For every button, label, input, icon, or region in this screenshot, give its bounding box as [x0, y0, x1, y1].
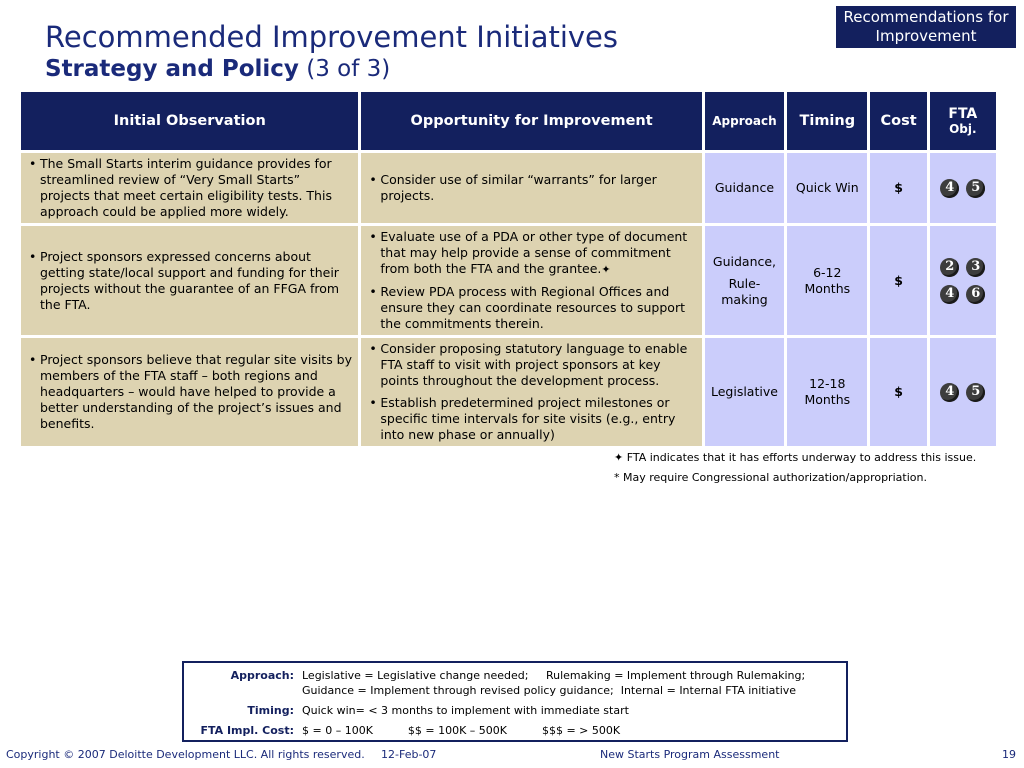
footer-copyright: Copyright © 2007 Deloitte Development LLC. All rights reserved.: [6, 748, 365, 761]
table-row: [21, 338, 996, 446]
observation-cell: [21, 226, 358, 335]
opportunity-cell: [361, 338, 701, 446]
legend-table: [190, 667, 809, 742]
opportunity-text: [380, 229, 696, 278]
legend-row: [190, 702, 809, 722]
legend-timing-label: Timing:: [247, 704, 294, 717]
opportunity-cell: [361, 153, 701, 223]
legend-approach-line: Legislative = Legislative change needed; Rulemaking = Implement through Rulemaking;: [302, 669, 806, 682]
observation-text: • Project sponsors expressed concerns about getting state/local support and funding for their projects without the guarantee of an FFGA from the FTA.: [40, 249, 353, 313]
cost-cell: $: [870, 226, 926, 335]
objectives-cell: [930, 338, 996, 446]
objectives-cell: [930, 153, 996, 223]
legend-cost-text: $ = 0 – 100K $$ = 100K – 500K $$$ = > 500K: [302, 724, 621, 737]
approach-cell: Guidance: [705, 153, 784, 223]
approach-line: Guidance,: [712, 253, 777, 269]
subtitle-bold: Strategy and Policy: [45, 56, 299, 82]
header-fta-obj: [930, 92, 996, 150]
four-point-star-icon: ✦: [601, 263, 611, 276]
approach-cell: [705, 226, 784, 335]
opportunity-text: • Consider use of similar “warrants” for larger projects.: [380, 172, 696, 204]
page-subtitle: [45, 56, 390, 82]
objective-badge-icon: 5: [966, 383, 985, 402]
header-approach: Approach: [705, 92, 784, 150]
opportunity-cell: [361, 226, 701, 335]
cost-cell: $: [870, 338, 926, 446]
subtitle-part: (3 of 3): [306, 56, 391, 82]
footer-page-number: 19: [1002, 748, 1016, 761]
page-title: Recommended Improvement Initiatives: [45, 20, 619, 54]
timing-cell: 6-12 Months: [787, 226, 867, 335]
objective-badge-icon: 2: [940, 258, 959, 277]
footer-program: New Starts Program Assessment: [600, 748, 780, 761]
legend-cost-label: FTA Impl. Cost:: [200, 724, 294, 737]
four-point-star-icon: ✦: [614, 451, 624, 464]
legend-box: [182, 661, 848, 742]
timing-cell: Quick Win: [787, 153, 867, 223]
header-fta-obj-line1: FTA: [948, 106, 978, 122]
footer-date: 12-Feb-07: [381, 748, 437, 761]
opportunity-text-part: Evaluate use of a PDA or other type of document that may help provide a sense of commitment from both the FTA and the grantee.: [380, 229, 688, 276]
legend-row: [190, 722, 809, 742]
legend-row: [190, 667, 809, 702]
opportunity-text: • Review PDA process with Regional Offices and ensure they can coordinate resources to support the commitments therein.: [380, 284, 696, 332]
footnote-fta-text: FTA indicates that it has efforts underway to address this issue.: [626, 451, 977, 464]
objectives-cell: [930, 226, 996, 335]
initiatives-table: [18, 89, 999, 449]
header-opportunity: Opportunity for Improvement: [361, 92, 701, 150]
table-header-row: [21, 92, 996, 150]
legend-approach-line: Guidance = Implement through revised policy guidance; Internal = Internal FTA initiative: [302, 684, 797, 697]
observation-text: • Project sponsors believe that regular site visits by members of the FTA staff – both regions and headquarters – would have helped to provide a better understanding of the project’s issues and benefits.: [40, 352, 353, 432]
approach-cell: Legislative: [705, 338, 784, 446]
header-timing: Timing: [787, 92, 867, 150]
legend-approach-label: Approach:: [230, 669, 294, 682]
objective-badge-icon: 5: [966, 179, 985, 198]
opportunity-text: • Establish predetermined project milestones or specific time intervals for site visits (e.g., entry into new phase or annually): [380, 395, 696, 443]
observation-cell: [21, 153, 358, 223]
header-fta-obj-line2: Obj.: [949, 122, 977, 136]
objective-badge-icon: 6: [966, 285, 985, 304]
legend-approach-text: [298, 667, 809, 702]
timing-cell: 12-18 Months: [787, 338, 867, 446]
table-row: [21, 153, 996, 223]
objective-badge-icon: 4: [940, 285, 959, 304]
footnote-fta: [614, 451, 976, 464]
observation-text: • The Small Starts interim guidance provides for streamlined review of “Very Small Starts” projects that meet certain eligibility tests. This approach could be applied more widely.: [40, 156, 353, 220]
legend-timing-text: Quick win= < 3 months to implement with immediate start: [302, 704, 629, 717]
objective-badge-icon: 4: [940, 383, 959, 402]
table-row: [21, 226, 996, 335]
objective-badge-icon: 4: [940, 179, 959, 198]
footnote-congress: * May require Congressional authorization/appropriation.: [614, 471, 927, 484]
observation-cell: [21, 338, 358, 446]
objective-badge-icon: 3: [966, 258, 985, 277]
section-tag: Recommendations for Improvement: [836, 6, 1016, 48]
opportunity-text: • Consider proposing statutory language to enable FTA staff to visit with project sponsors at key points throughout the development process.: [380, 341, 696, 389]
approach-line: Rule-making: [721, 275, 768, 307]
cost-cell: $: [870, 153, 926, 223]
header-cost: Cost: [870, 92, 926, 150]
header-observation: Initial Observation: [21, 92, 358, 150]
